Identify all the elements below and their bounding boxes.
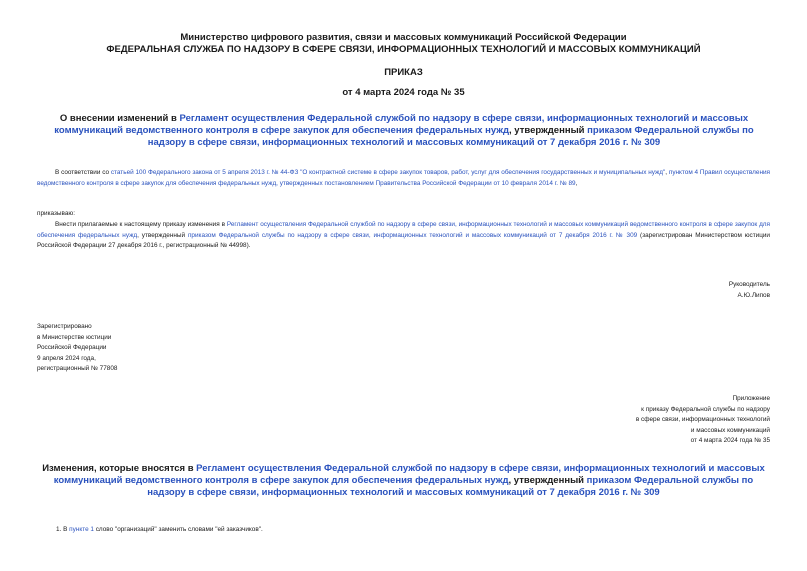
preamble-text: В соответствии со xyxy=(55,169,111,176)
title-link-order[interactable]: приказом Федеральной службы по надзору в сфере связи, информационных технологий и массовых коммуникаций от 7 декабря 2016 г. № 309 xyxy=(147,125,754,148)
changes-title-prefix: Изменения, которые вносятся в xyxy=(42,463,197,474)
order-registration-note: (зарегистрирован Министерством юстиции Российской Федерации 27 декабря 2016 г., регистрационный № 44998). xyxy=(37,231,770,250)
appendix-line: в сфере связи, информационных технологий xyxy=(635,416,770,424)
preamble-separator: , xyxy=(665,169,669,176)
registration-line: 9 апреля 2024 года, xyxy=(37,354,96,362)
registration-block xyxy=(37,322,117,375)
registration-line: регистрационный № 77808 xyxy=(37,365,118,373)
link-federal-law[interactable]: статьей 100 Федерального закона от 5 апреля 2013 г. № 44-ФЗ "О контрактной системе в сфере закупок товаров, работ, услуг для обеспечения государственных и муниципальных нужд" xyxy=(110,169,666,176)
changes-title xyxy=(37,463,770,499)
document-date-number: от 4 марта 2024 года № 35 xyxy=(342,87,465,98)
changes-link-regulation[interactable]: Регламент осуществления Федеральной службой по надзору в сфере связи, информационных технологий и массовых коммуникаций ведомственного контроля в сфере закупок для обеспечения федеральных нужд xyxy=(53,463,765,486)
preamble-paragraph xyxy=(37,168,770,189)
link-point-1[interactable]: пункте 1 xyxy=(69,526,94,533)
order-paragraph xyxy=(37,220,770,252)
order-text: Внести прилагаемые к настоящему приказу изменения в xyxy=(55,221,227,228)
ministry-name: Министерство цифрового развития, связи и массовых коммуникаций Российской Федерации xyxy=(180,32,627,43)
item-number: 1. В xyxy=(56,526,70,533)
appendix-line: к приказу Федеральной службы по надзору xyxy=(641,405,770,413)
preamble-end: , xyxy=(575,179,578,187)
item-text: слово "организаций" заменить словами "ей заказчиков". xyxy=(93,526,263,533)
document-type: ПРИКАЗ xyxy=(384,67,423,78)
change-item-1 xyxy=(56,525,263,536)
registration-line: в Министерстве юстиции xyxy=(37,333,112,341)
appendix-line: и массовых коммуникаций xyxy=(690,426,770,434)
link-rules[interactable]: пунктом 4 Правил осуществления ведомственного контроля в сфере закупок для обеспечения федеральных нужд, утвержденных постановлением Правительства Российской Федерации от 10 февраля 2014 г. № 89 xyxy=(37,169,770,187)
signature-position: Руководитель xyxy=(728,281,770,288)
signature-name: А.Ю.Липов xyxy=(737,292,770,299)
order-mid: , утвержденный xyxy=(137,231,188,239)
order-word: приказываю: xyxy=(37,210,75,217)
changes-link-order[interactable]: приказом Федеральной службы по надзору в сфере связи, информационных технологий и массовых коммуникаций от 7 декабря 2016 г. № 309 xyxy=(147,475,754,498)
registration-line: Российской Федерации xyxy=(37,344,107,352)
service-name: ФЕДЕРАЛЬНАЯ СЛУЖБА ПО НАДЗОРУ В СФЕРЕ СВЯЗИ, ИНФОРМАЦИОННЫХ ТЕХНОЛОГИЙ И МАССОВЫХ КОММУНИКАЦИЙ xyxy=(106,44,701,55)
registration-line: Зарегистрировано xyxy=(37,323,92,330)
title-mid: , утвержденный xyxy=(509,125,588,136)
document-title xyxy=(44,113,764,149)
changes-title-mid: , утвержденный xyxy=(508,475,587,486)
link-regulation[interactable]: Регламент осуществления Федеральной службой по надзору в сфере связи, информационных технологий и массовых коммуникаций ведомственного контроля в сфере закупок для обеспечения федеральных нужд xyxy=(37,221,770,239)
appendix-block xyxy=(470,394,770,447)
link-order-309[interactable]: приказом Федеральной службы по надзору в сфере связи, информационных технологий и массовых коммуникаций от 7 декабря 2016 г. № 309 xyxy=(187,231,638,239)
appendix-line: Приложение xyxy=(732,395,770,402)
title-prefix: О внесении изменений в xyxy=(59,113,180,124)
title-link-regulation[interactable]: Регламент осуществления Федеральной службой по надзору в сфере связи, информационных технологий и массовых коммуникаций ведомственного контроля в сфере закупок для обеспечения федеральных нужд xyxy=(54,113,749,136)
appendix-line: от 4 марта 2024 года № 35 xyxy=(690,437,770,445)
